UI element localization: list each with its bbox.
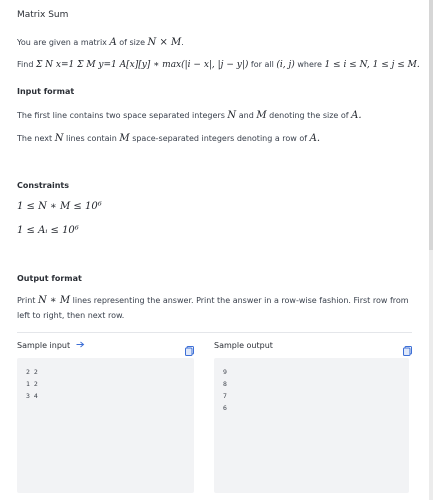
statement-text: .: [181, 38, 184, 47]
constraints-heading: Constraints: [17, 181, 70, 190]
output-text: Print: [17, 296, 36, 305]
math-m: M: [119, 133, 130, 144]
sample-output-box: [214, 358, 409, 493]
math-n: N: [54, 133, 64, 144]
input-text: The next: [17, 134, 53, 143]
output-text: lines representing the answer. Print the answer in a row-wise fashion. First row from left to right, then next row.: [17, 296, 409, 320]
scrollbar-thumb[interactable]: [429, 0, 433, 250]
copy-icon[interactable]: [185, 341, 194, 351]
input-format-heading: Input format: [17, 87, 75, 96]
statement-text: for all: [250, 60, 274, 69]
input-text: space-separated integers denoting a row of: [132, 134, 308, 143]
math-a: A.: [309, 133, 321, 144]
statement-text: of size: [119, 38, 145, 47]
statement-line-1: [17, 37, 184, 48]
input-text: The first line contains two space separated integers: [17, 111, 225, 120]
sample-input-label: [17, 341, 85, 350]
statement-text: where: [297, 60, 322, 69]
math-size: N × M: [147, 37, 182, 48]
output-format-heading: Output format: [17, 274, 82, 283]
scrollbar[interactable]: [429, 0, 433, 500]
statement-text: Find: [17, 60, 34, 69]
math-expr: N ∗ M: [37, 295, 71, 306]
statement-text: You are given a matrix: [17, 38, 107, 47]
math-pair: (i, j): [276, 60, 295, 70]
math-a: A.: [351, 110, 362, 121]
statement-line-2: [17, 60, 420, 70]
sample-input-box: [17, 358, 194, 493]
constraint-item: 1 ≤ Aᵢ ≤ 10⁶: [17, 225, 79, 236]
sample-input-title: Sample input: [17, 341, 71, 350]
input-text: and: [238, 111, 254, 120]
copy-icon[interactable]: [403, 341, 412, 351]
input-format-line-2: [17, 133, 320, 144]
math-m: M: [256, 110, 267, 121]
sample-output-text: 9 8 7 6: [223, 368, 227, 412]
section-divider: [17, 332, 412, 333]
input-format-line-1: [17, 110, 362, 121]
arrow-right-icon[interactable]: [76, 341, 85, 350]
sample-output-label: Sample output: [214, 341, 273, 350]
math-n: N: [227, 110, 237, 121]
constraint-item: 1 ≤ N ∗ M ≤ 10⁶: [17, 201, 102, 212]
math-var-a: A: [109, 37, 117, 48]
sample-input-text: 2 2 1 2 3 4: [26, 368, 38, 400]
problem-title: Matrix Sum: [17, 10, 69, 20]
math-range: 1 ≤ i ≤ N, 1 ≤ j ≤ M.: [324, 60, 420, 70]
input-text: denoting the size of: [269, 111, 349, 120]
output-format-text: [17, 293, 412, 323]
input-text: lines contain: [66, 134, 117, 143]
math-formula: Σ N x=1 Σ M y=1 A[x][y] ∗ max(|i − x|, |j − y|): [35, 60, 249, 70]
